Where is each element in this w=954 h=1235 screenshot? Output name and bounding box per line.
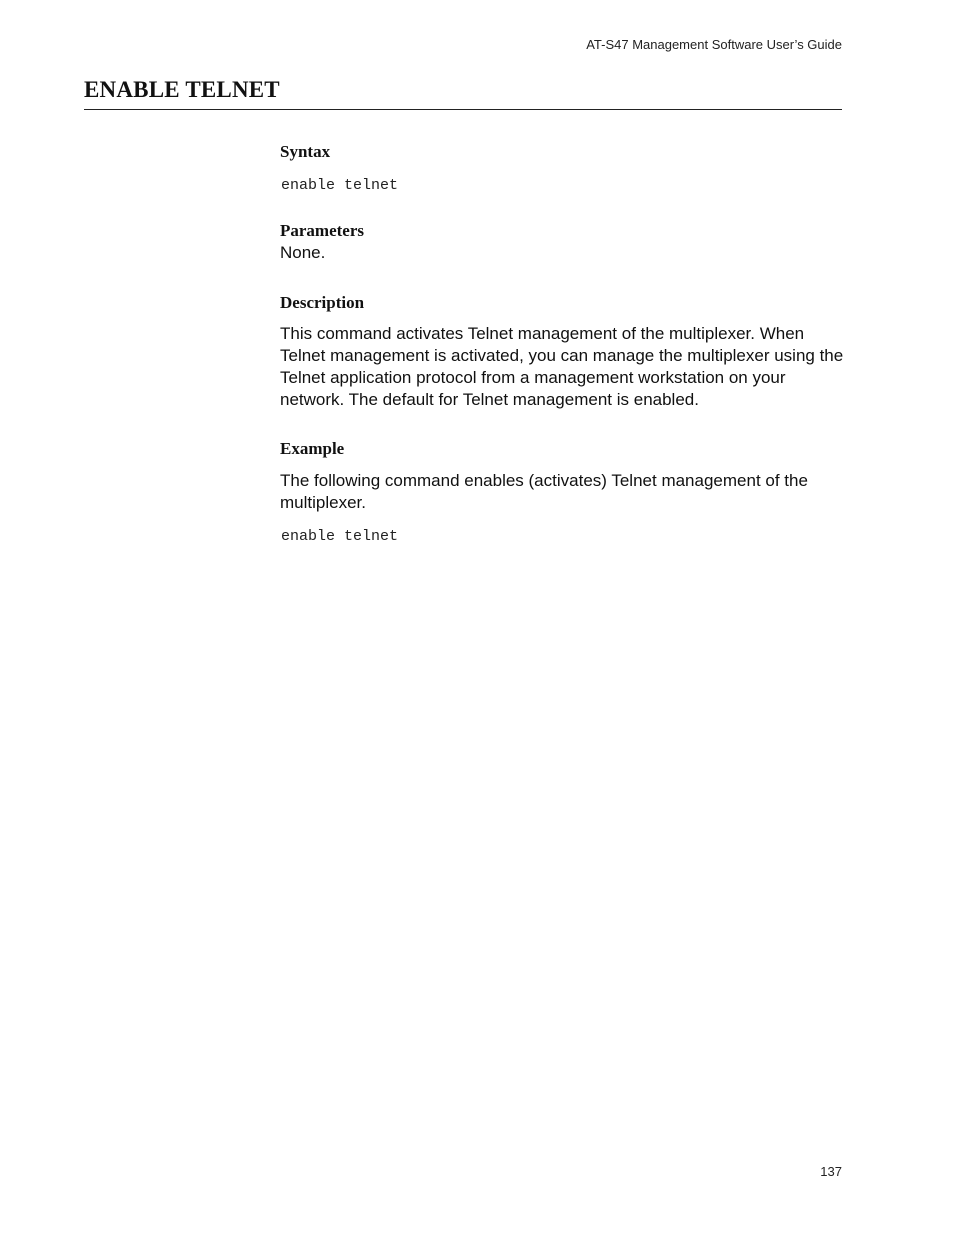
parameters-heading: Parameters — [280, 221, 365, 240]
example-heading: Example — [280, 439, 345, 458]
description-text: This command activates Telnet management of the multiplexer. When Telnet management is activated, you can manage the multiplexer using the Telnet application protocol from a management workstation on your network. The default for Telnet management is enabled. — [280, 324, 844, 409]
syntax-code: enable telnet — [281, 177, 399, 194]
title-divider — [84, 109, 842, 110]
example-code: enable telnet — [281, 528, 399, 545]
description-heading: Description — [280, 293, 365, 312]
page-number: 137 — [820, 1164, 842, 1179]
example-text: The following command enables (activates) Telnet management of the multiplexer. — [280, 471, 808, 512]
syntax-heading: Syntax — [280, 142, 331, 161]
page-title: ENABLE TELNET — [84, 77, 280, 102]
parameters-text: None. — [280, 243, 326, 262]
running-header: AT-S47 Management Software User’s Guide — [586, 37, 842, 52]
